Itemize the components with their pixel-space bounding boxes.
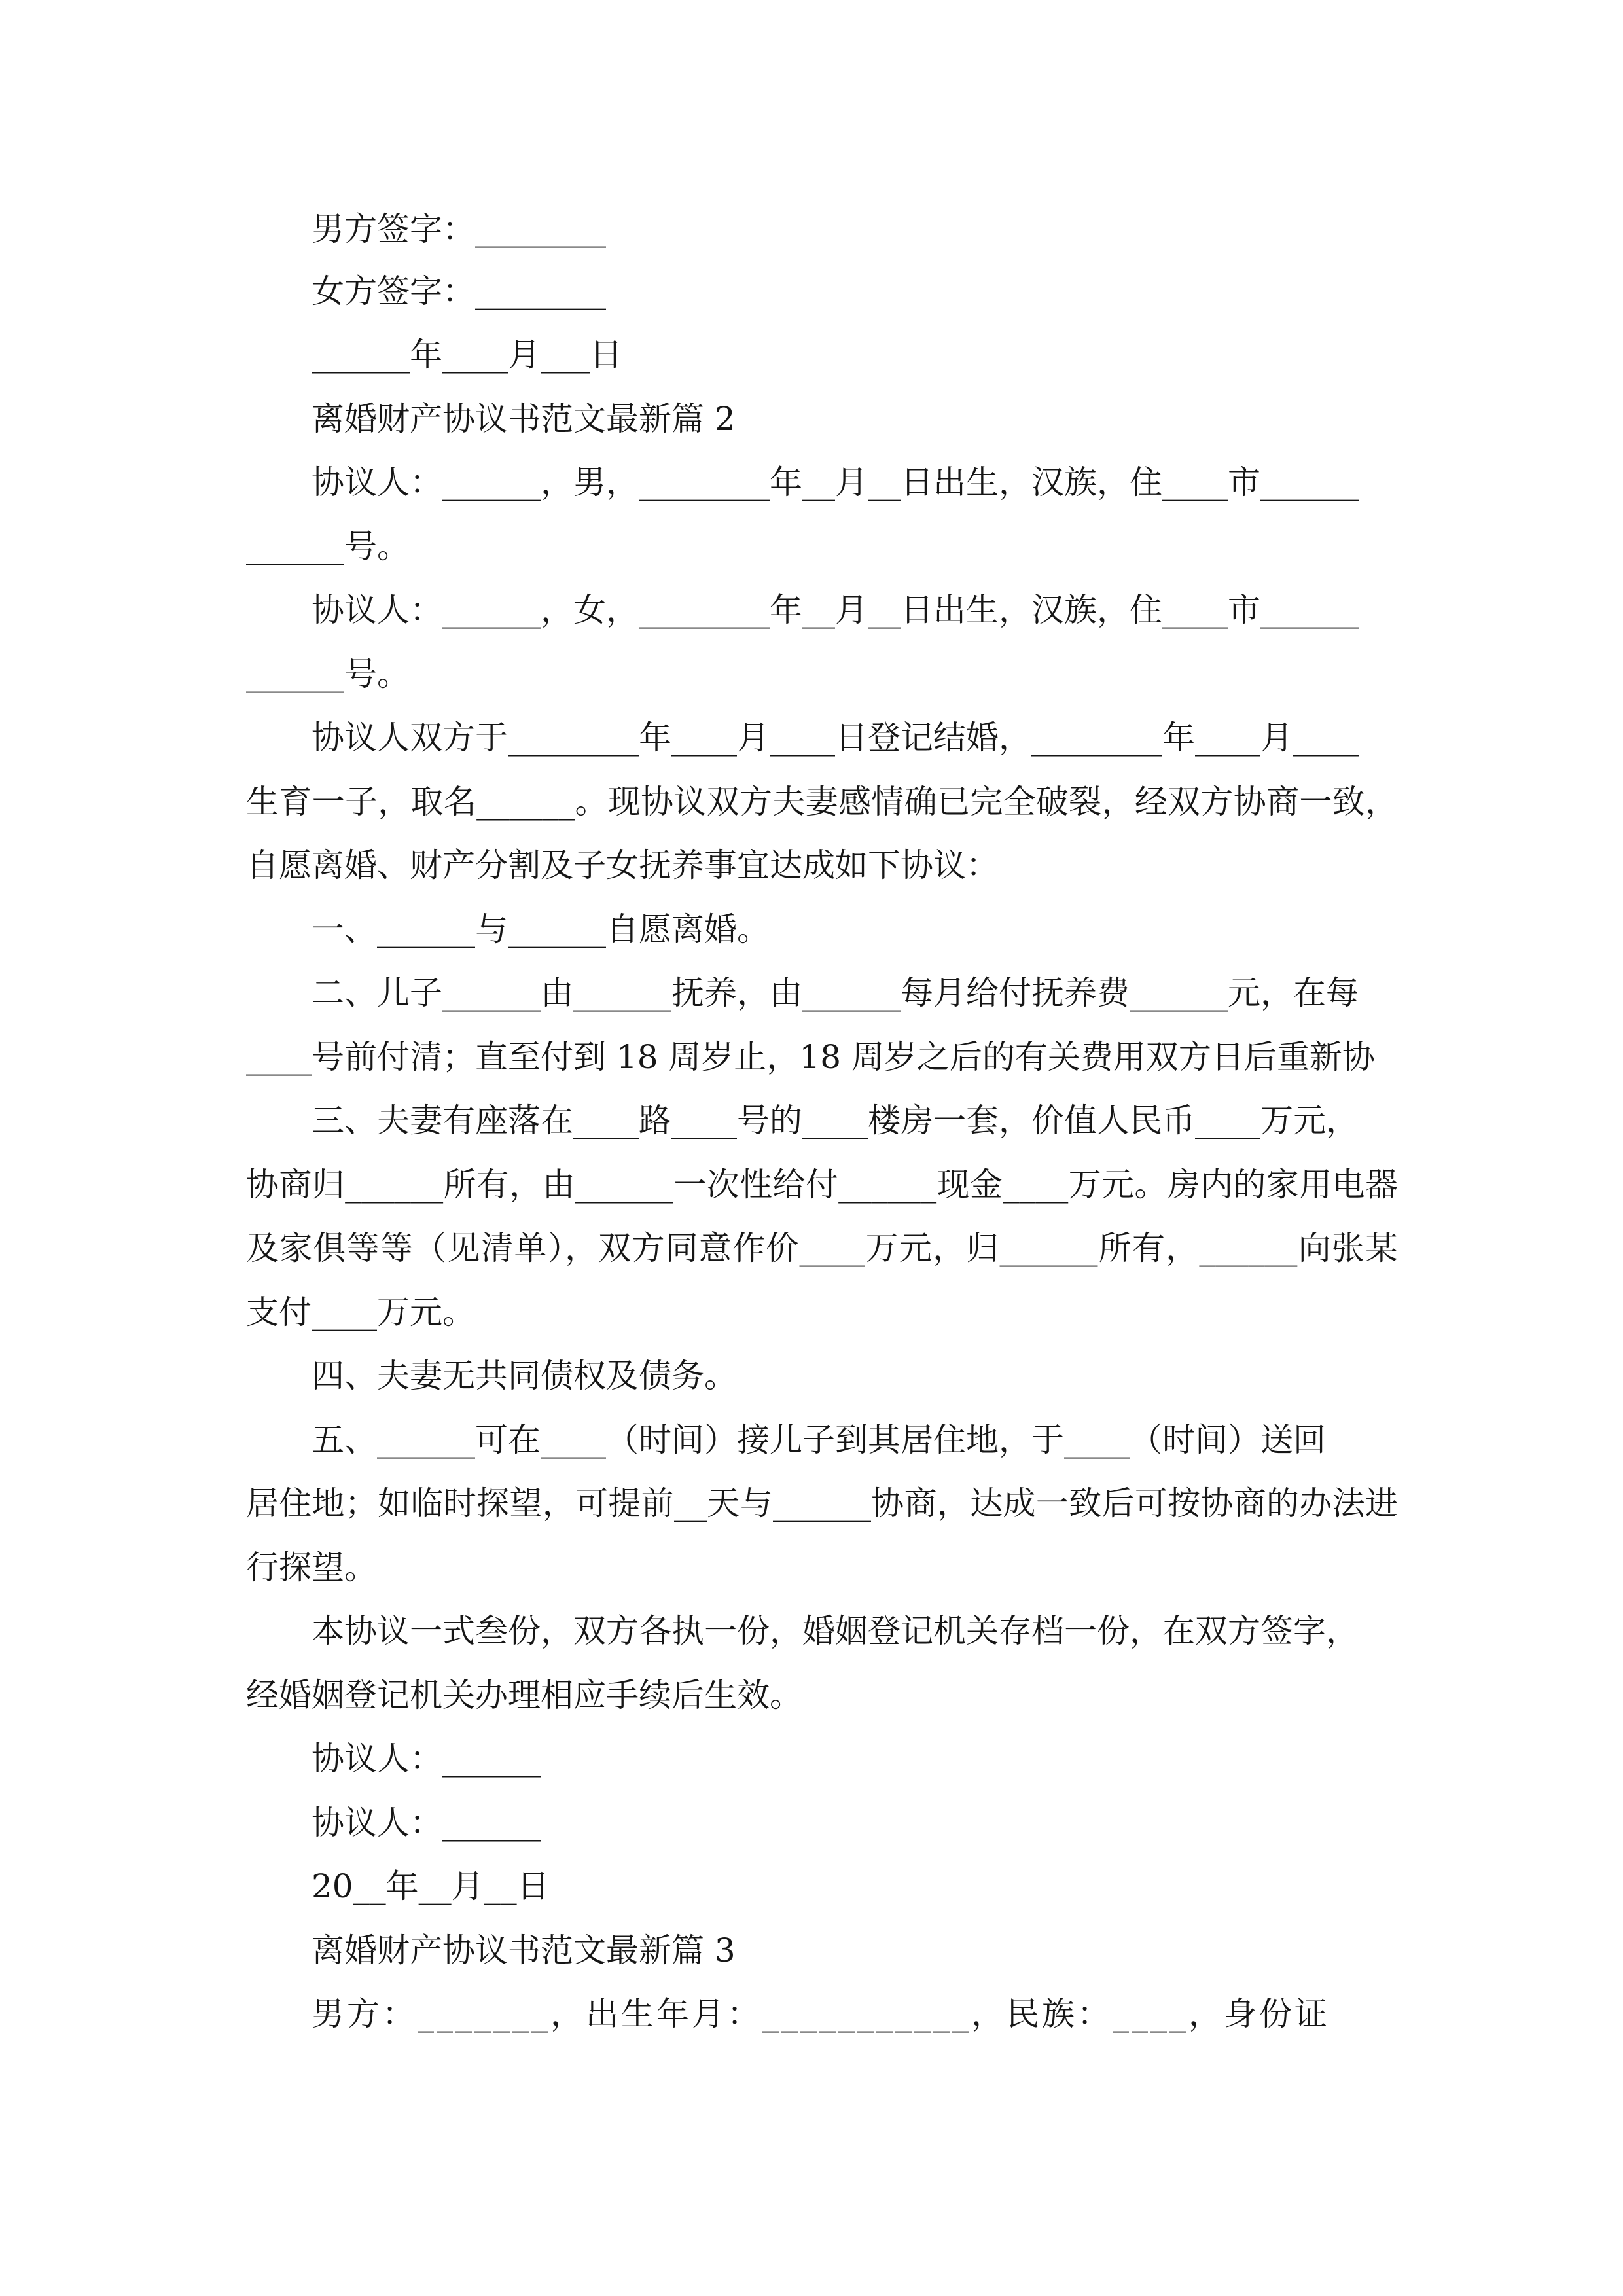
text-line: 男方：_______，出生年月：___________，民族：____，身份证 [312,1995,1330,2033]
text-line: 20__年__月__日 [312,1867,550,1905]
text-line: 协议人：______ [312,1740,541,1778]
text-line: 四、夫妻无共同债权及债务。 [312,1357,737,1395]
text-line: 支付____万元。 [246,1293,475,1331]
text-line: 五、______可在____（时间）接儿子到其居住地，于____（时间）送回 [312,1421,1326,1459]
text-line: ______年____月___日 [312,336,622,374]
text-line: 及家俱等等（见清单），双方同意作价____万元，归______所有，______向张某 [246,1229,1398,1267]
text-line: 协商归______所有，由______一次性给付______现金____万元。房内的家用电器 [246,1166,1398,1204]
text-line: 三、夫妻有座落在____路____号的____楼房一套，价值人民币____万元， [312,1102,1359,1139]
text-line: 行探望。 [246,1549,377,1587]
text-line: ____号前付清；直至付到 18 周岁止，18 周岁之后的有关费用双方日后重新协 [246,1038,1375,1076]
text-line: 男方签字：________ [312,210,606,248]
text-line: 协议人：______，女，________年__月__日出生，汉族，住____市______ [312,591,1359,629]
text-line: 二、儿子______由______抚养，由______每月给付抚养费______元，在每 [312,974,1359,1012]
text-line: 离婚财产协议书范文最新篇 2 [312,400,736,438]
text-line: 自愿离婚、财产分割及子女抚养事宜达成如下协议： [246,846,999,884]
text-line: 生育一子，取名______。现协议双方夫妻感情确已完全破裂，经双方协商一致， [246,783,1398,821]
text-line: 居住地；如临时探望，可提前__天与______协商，达成一致后可按协商的办法进 [246,1484,1398,1522]
text-line: 一、______与______自愿离婚。 [312,910,770,948]
text-line: 本协议一式叁份，双方各执一份，婚姻登记机关存档一份，在双方签字， [312,1612,1359,1650]
text-line: 协议人：______ [312,1804,541,1842]
text-line: 经婚姻登记机关办理相应手续后生效。 [246,1676,802,1714]
text-line: 女方签字：________ [312,272,606,310]
text-line: 协议人双方于________年____月____日登记结婚，________年____月____ [312,719,1359,757]
text-line: ______号。 [246,655,410,693]
text-line: 协议人：______，男，________年__月__日出生，汉族，住____市______ [312,463,1359,501]
text-line: ______号。 [246,528,410,565]
text-line: 离婚财产协议书范文最新篇 3 [312,1931,736,1969]
